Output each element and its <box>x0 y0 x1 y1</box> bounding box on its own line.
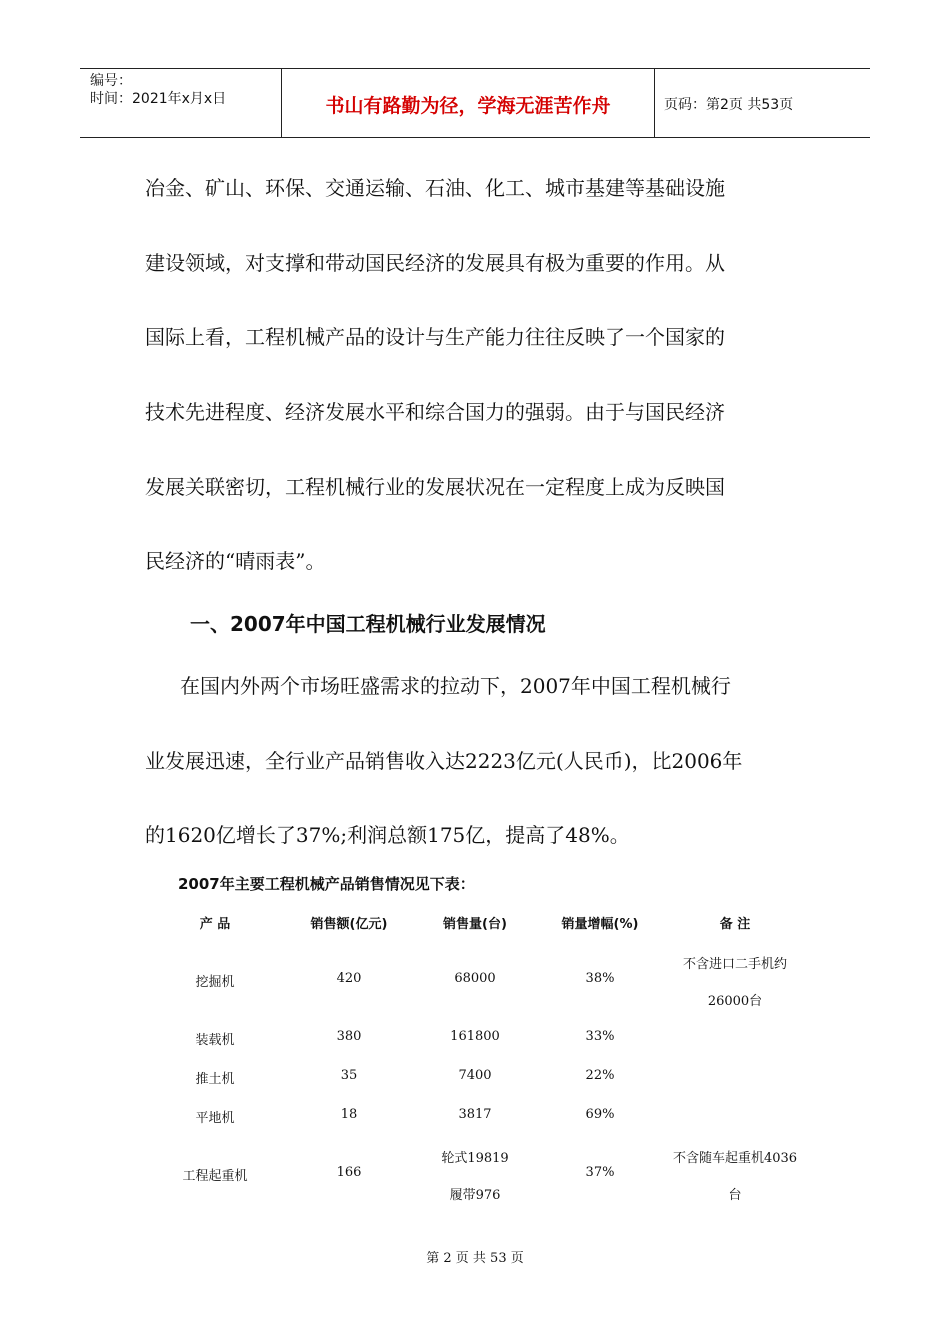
cell-sales: 35 <box>340 1068 358 1083</box>
time-label: 时间：2021年x月x日 <box>90 91 227 107</box>
cell-note: 不含进口二手机约 <box>682 957 787 972</box>
cell-sales: 420 <box>336 971 362 986</box>
text-line: 国际上看，工程机械产品的设计与生产能力往往反映了一个国家的 <box>145 325 725 349</box>
page-header <box>80 68 870 138</box>
text-line: 的1620亿增长了37%;利润总额175亿，提高了48%。 <box>145 823 630 847</box>
column-header-volume: 销售量(台) <box>443 917 507 932</box>
column-header-product: 产 品 <box>199 917 231 932</box>
header-page-info: 页码：第2页 共53页 <box>664 97 794 113</box>
cell-growth: 37% <box>585 1165 615 1180</box>
text-line: 民经济的“晴雨表”。 <box>145 549 326 573</box>
column-header-sales: 销售额(亿元) <box>310 917 388 932</box>
cell-product: 装载机 <box>195 1033 235 1048</box>
cell-volume: 履带976 <box>449 1188 501 1203</box>
cell-note: 26000台 <box>707 994 763 1009</box>
text-line: 冶金、矿山、环保、交通运输、石油、化工、城市基建等基础设施 <box>145 176 725 200</box>
text-line: 发展关联密切，工程机械行业的发展状况在一定程度上成为反映国 <box>145 475 725 499</box>
column-header-note: 备 注 <box>719 917 751 932</box>
header-meta <box>90 72 226 108</box>
cell-sales: 166 <box>336 1165 362 1180</box>
section-heading: 一、2007年中国工程机械行业发展情况 <box>190 612 546 636</box>
text-line: 建设领域，对支撑和带动国民经济的发展具有极为重要的作用。从 <box>145 251 725 275</box>
cell-growth: 69% <box>585 1107 615 1122</box>
cell-product: 平地机 <box>195 1111 235 1126</box>
header-motto: 书山有路勤为径，学海无涯苦作舟 <box>325 95 611 117</box>
column-header-growth: 销量增幅(%) <box>561 917 639 932</box>
cell-growth: 38% <box>585 971 615 986</box>
cell-volume: 68000 <box>454 971 496 986</box>
cell-product: 挖掘机 <box>195 975 235 990</box>
text-line: 在国内外两个市场旺盛需求的拉动下，2007年中国工程机械行 <box>180 674 731 698</box>
page-footer: 第 2 页 共 53 页 <box>426 1251 524 1266</box>
cell-sales: 380 <box>336 1029 362 1044</box>
cell-volume: 3817 <box>458 1107 492 1122</box>
cell-product: 工程起重机 <box>182 1169 248 1184</box>
cell-sales: 18 <box>340 1107 358 1122</box>
text-line: 业发展迅速，全行业产品销售收入达2223亿元(人民币)，比2006年 <box>145 749 743 773</box>
cell-volume: 161800 <box>450 1029 500 1044</box>
cell-growth: 33% <box>585 1029 615 1044</box>
table-caption: 2007年主要工程机械产品销售情况见下表： <box>178 875 475 893</box>
header-divider <box>654 69 655 137</box>
cell-note: 不含随车起重机4036 <box>672 1151 798 1166</box>
cell-note: 台 <box>728 1188 742 1203</box>
number-label: 编号： <box>90 73 132 89</box>
cell-volume: 轮式19819 <box>441 1151 509 1166</box>
cell-growth: 22% <box>585 1068 615 1083</box>
cell-product: 推土机 <box>195 1072 235 1087</box>
text-line: 技术先进程度、经济发展水平和综合国力的强弱。由于与国民经济 <box>145 400 725 424</box>
cell-volume: 7400 <box>458 1068 492 1083</box>
